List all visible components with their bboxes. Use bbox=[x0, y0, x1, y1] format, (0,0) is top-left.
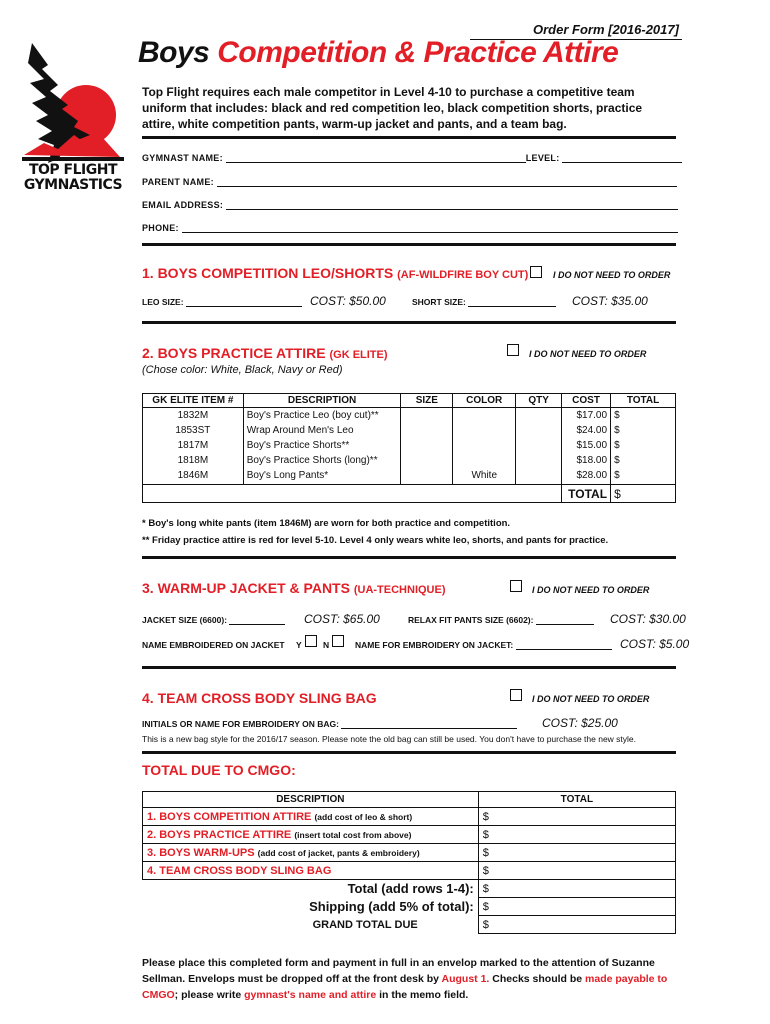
embroidery-cost: COST: $5.00 bbox=[620, 637, 690, 651]
qty-cell[interactable] bbox=[516, 438, 562, 453]
totals-row-1-value[interactable]: $ bbox=[478, 808, 675, 826]
totals-col-description: DESCRIPTION bbox=[143, 792, 479, 808]
logo-text-top: TOP FLIGHT bbox=[28, 162, 118, 178]
leo-cost: COST: $50.00 bbox=[310, 294, 386, 308]
table-row: 1853ST Wrap Around Men's Leo $24.00 $ bbox=[143, 423, 676, 438]
qty-cell[interactable] bbox=[516, 453, 562, 468]
embroider-no-checkbox[interactable] bbox=[332, 635, 344, 647]
payable-to: made payable to CMGO bbox=[142, 973, 668, 1001]
col-description: DESCRIPTION bbox=[243, 394, 401, 408]
footnote-2: ** Friday practice attire is red for level 5-10. Level 4 only wears white leo, shorts, and pants for practice. bbox=[142, 535, 609, 546]
table-row: 1846M Boy's Long Pants* White $28.00 $ bbox=[143, 468, 676, 485]
memo-instruction: gymnast's name and attire bbox=[244, 989, 377, 1001]
short-size-field[interactable]: SHORT SIZE: bbox=[412, 297, 556, 307]
size-cell[interactable] bbox=[401, 468, 453, 485]
size-cell[interactable] bbox=[401, 423, 453, 438]
table-row: 1. BOYS COMPETITION ATTIRE (add cost of leo & short) $ bbox=[143, 808, 676, 826]
practice-total-value[interactable]: $ bbox=[611, 485, 676, 503]
footer-instructions: Please place this completed form and payment in full in an envelop marked to the attention of Suzanne Sellman. Envelops must be dropped off at the front desk by August 1. Checks should be made payable to CMGO; please write gymnast's name and attire in the memo field. bbox=[142, 957, 668, 1001]
title-black: Boys bbox=[138, 36, 210, 69]
size-cell[interactable] bbox=[401, 453, 453, 468]
due-date: August 1. bbox=[441, 973, 490, 985]
col-qty: QTY bbox=[516, 394, 562, 408]
table-row: 2. BOYS PRACTICE ATTIRE (insert total cost from above) $ bbox=[143, 826, 676, 844]
bag-cost: COST: $25.00 bbox=[542, 716, 618, 730]
embroider-yes-checkbox[interactable] bbox=[305, 635, 317, 647]
qty-cell[interactable] bbox=[516, 408, 562, 423]
qty-cell[interactable] bbox=[516, 468, 562, 485]
practice-attire-table bbox=[142, 393, 676, 503]
embroider-name-field[interactable]: NAME FOR EMBROIDERY ON JACKET: bbox=[355, 640, 612, 650]
section-2-no-order-label: I DO NOT NEED TO ORDER bbox=[529, 349, 647, 359]
short-cost: COST: $35.00 bbox=[572, 294, 648, 308]
shipping-value[interactable]: $ bbox=[478, 898, 675, 916]
qty-cell[interactable] bbox=[516, 423, 562, 438]
section-1-no-order-label: I DO NOT NEED TO ORDER bbox=[553, 270, 671, 280]
table-row: 3. BOYS WARM-UPS (add cost of jacket, pants & embroidery) $ bbox=[143, 844, 676, 862]
col-item: GK ELITE ITEM # bbox=[143, 394, 244, 408]
jacket-cost: COST: $65.00 bbox=[304, 612, 380, 626]
table-row: 1817M Boy's Practice Shorts** $15.00 $ bbox=[143, 438, 676, 453]
parent-name-field[interactable]: PARENT NAME: bbox=[142, 177, 677, 187]
jacket-size-field[interactable]: JACKET SIZE (6600): bbox=[142, 615, 285, 625]
total-due-table bbox=[142, 791, 676, 934]
bag-initials-field[interactable]: INITIALS OR NAME FOR EMBROIDERY ON BAG: bbox=[142, 719, 517, 729]
size-cell[interactable] bbox=[401, 408, 453, 423]
section-4-no-order-label: I DO NOT NEED TO ORDER bbox=[532, 694, 650, 704]
totals-row-3-value[interactable]: $ bbox=[478, 844, 675, 862]
logo-text-bottom: GYMNASTICS bbox=[23, 177, 123, 193]
col-total: TOTAL bbox=[611, 394, 676, 408]
table-row: 1818M Boy's Practice Shorts (long)** $18.00 $ bbox=[143, 453, 676, 468]
embroider-no-label: N bbox=[323, 640, 330, 650]
total-due-heading: TOTAL DUE TO CMGO: bbox=[142, 762, 296, 778]
pants-size-field[interactable]: RELAX FIT PANTS SIZE (6602): bbox=[408, 615, 594, 625]
shipping-label: Shipping (add 5% of total): bbox=[143, 898, 479, 916]
section-1-heading: 1. BOYS COMPETITION LEO/SHORTS (AF-WILDFIRE BOY CUT) bbox=[142, 265, 529, 281]
table-row: 1832M Boy's Practice Leo (boy cut)** $17.00 $ bbox=[143, 408, 676, 423]
pants-cost: COST: $30.00 bbox=[610, 612, 686, 626]
section-1-no-order-checkbox[interactable] bbox=[530, 266, 542, 278]
title-red: Competition & Practice Attire bbox=[217, 36, 619, 69]
section-3-heading: 3. WARM-UP JACKET & PANTS (UA-TECHNIQUE) bbox=[142, 580, 446, 596]
order-form-label: Order Form [2016-2017] bbox=[533, 22, 679, 37]
page-title bbox=[138, 36, 618, 70]
intro-text: Top Flight requires each male competitor in Level 4-10 to purchase a competitive team uniform that includes: black and red competition leo, black competition shorts, practice attire, white competition pants, warm-up jacket and pants, and a team bag. bbox=[142, 85, 643, 131]
grand-total-label: GRAND TOTAL DUE bbox=[143, 916, 479, 934]
col-cost: COST bbox=[562, 394, 611, 408]
leo-size-field[interactable]: LEO SIZE: bbox=[142, 297, 302, 307]
totals-row-4-value[interactable]: $ bbox=[478, 862, 675, 880]
phone-field[interactable]: PHONE: bbox=[142, 223, 678, 233]
email-field[interactable]: EMAIL ADDRESS: bbox=[142, 200, 678, 210]
section-3-no-order-label: I DO NOT NEED TO ORDER bbox=[532, 585, 650, 595]
total-rows-value[interactable]: $ bbox=[478, 880, 675, 898]
practice-total-label: TOTAL bbox=[562, 485, 611, 503]
totals-col-total: TOTAL bbox=[478, 792, 675, 808]
gymnast-name-field[interactable]: GYMNAST NAME: LEVEL: bbox=[142, 153, 682, 163]
totals-row-2-value[interactable]: $ bbox=[478, 826, 675, 844]
table-row: 4. TEAM CROSS BODY SLING BAG $ bbox=[143, 862, 676, 880]
color-choice-note: (Chose color: White, Black, Navy or Red) bbox=[142, 364, 343, 376]
section-4-no-order-checkbox[interactable] bbox=[510, 689, 522, 701]
top-flight-logo bbox=[18, 35, 128, 205]
section-3-no-order-checkbox[interactable] bbox=[510, 580, 522, 592]
grand-total-value[interactable]: $ bbox=[478, 916, 675, 934]
embroider-yes-label: Y bbox=[296, 640, 302, 650]
col-color: COLOR bbox=[453, 394, 516, 408]
section-2-heading: 2. BOYS PRACTICE ATTIRE (GK ELITE) bbox=[142, 345, 388, 361]
col-size: SIZE bbox=[401, 394, 453, 408]
total-rows-label: Total (add rows 1-4): bbox=[143, 880, 479, 898]
bag-note: This is a new bag style for the 2016/17 season. Please note the old bag can still be used. You don't have to purchase the new style. bbox=[142, 734, 637, 744]
section-4-heading: 4. TEAM CROSS BODY SLING BAG bbox=[142, 690, 377, 706]
section-2-no-order-checkbox[interactable] bbox=[507, 344, 519, 356]
size-cell[interactable] bbox=[401, 438, 453, 453]
footnote-1: * Boy's long white pants (item 1846M) are worn for both practice and competition. bbox=[142, 518, 511, 529]
embroider-question: NAME EMBROIDERED ON JACKET bbox=[142, 640, 285, 650]
